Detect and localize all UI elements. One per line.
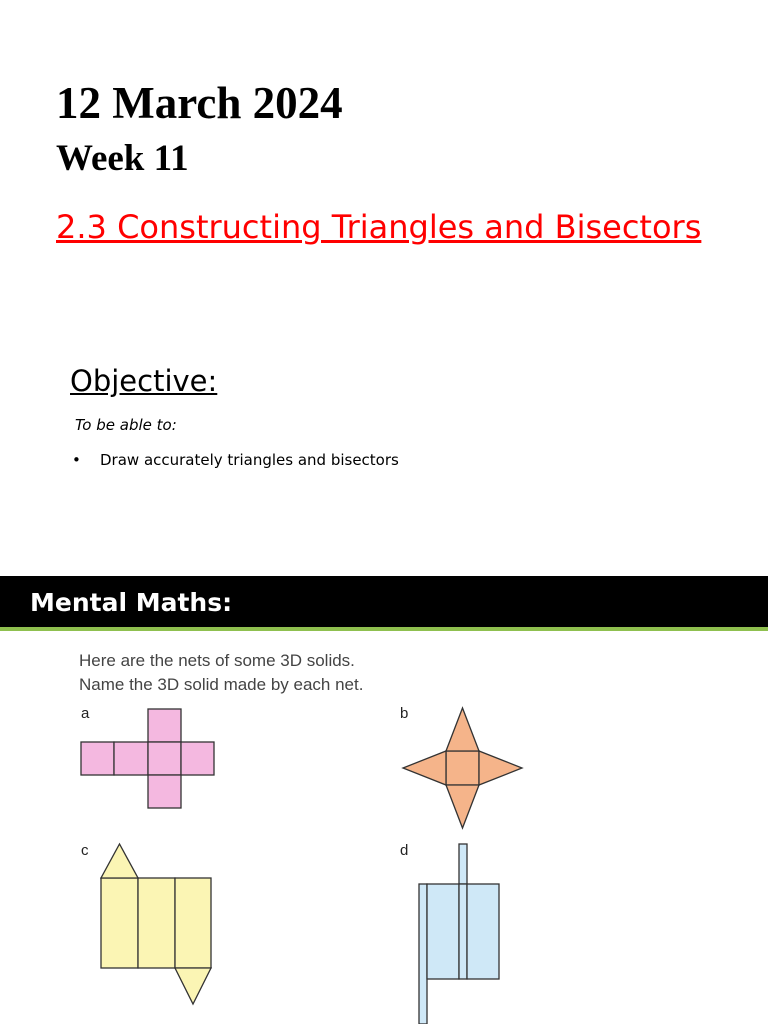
slide-mental-maths: [0, 576, 768, 1024]
bullet-icon: •: [72, 451, 81, 469]
banner-accent-line: [0, 627, 768, 631]
instruction-line-2: Name the 3D solid made by each net.: [79, 675, 364, 694]
objective-text: Draw accurately triangles and bisectors: [100, 451, 399, 469]
lesson-date: 12 March 2024: [56, 78, 343, 128]
section-banner: [0, 576, 768, 628]
objective-heading: Objective:: [70, 364, 218, 398]
pyramid-net-figure: [398, 706, 528, 832]
triangular-prism-net-figure: [98, 842, 216, 1008]
cube-net-figure: [78, 707, 218, 813]
net-label-c: c: [81, 842, 89, 859]
net-label-b: b: [400, 705, 409, 722]
objective-item: [72, 448, 399, 472]
objective-subheading: To be able to:: [75, 416, 177, 434]
net-label-a: a: [81, 705, 90, 722]
instruction-line-1: Here are the nets of some 3D solids.: [79, 651, 355, 670]
banner-title: Mental Maths:: [30, 588, 233, 617]
objective-list: [72, 448, 399, 472]
lesson-week: Week 11: [56, 138, 189, 179]
lesson-title: 2.3 Constructing Triangles and Bisectors: [56, 208, 702, 246]
cuboid-net-figure: [414, 842, 504, 1024]
net-label-d: d: [400, 842, 409, 859]
